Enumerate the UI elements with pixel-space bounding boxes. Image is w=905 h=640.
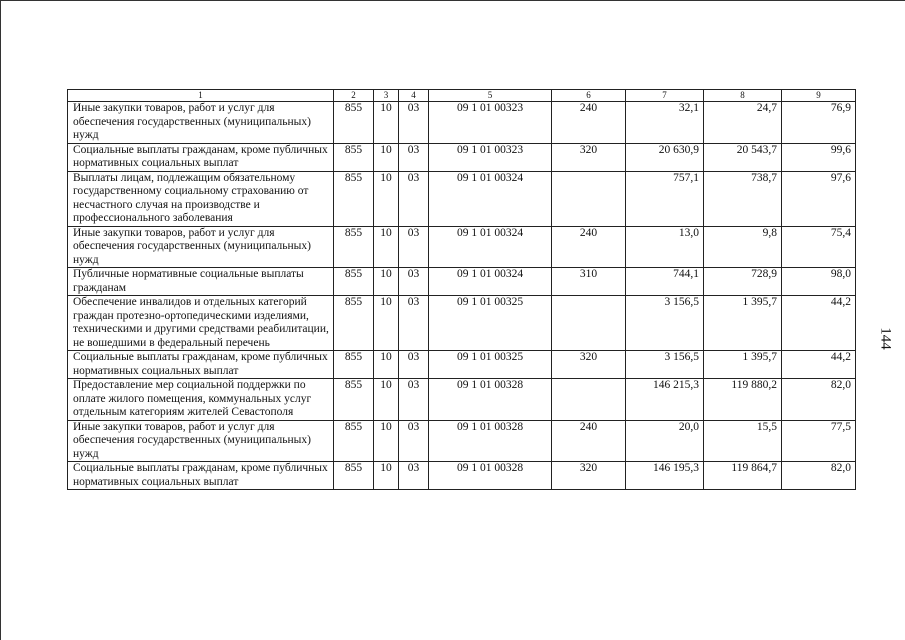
row-code-cell: 320 [552,462,626,490]
row-value-cell: 13,0 [626,226,704,268]
page-number: 144 [877,327,894,350]
row-code-cell: 855 [334,351,374,379]
row-value-cell: 3 156,5 [626,351,704,379]
table-row [68,420,856,462]
row-code-cell: 09 1 01 00324 [429,171,552,226]
header-cell: 6 [552,90,626,102]
row-name-cell: Социальные выплаты гражданам, кроме публичных нормативных социальных выплат [68,462,334,490]
row-name-cell: Социальные выплаты гражданам, кроме публичных нормативных социальных выплат [68,143,334,171]
row-code-cell: 09 1 01 00325 [429,296,552,351]
row-value-cell: 119 864,7 [704,462,782,490]
row-code-cell [552,379,626,421]
row-value-cell: 119 880,2 [704,379,782,421]
row-code-cell [552,296,626,351]
row-code-cell: 09 1 01 00323 [429,102,552,144]
row-code-cell: 03 [399,296,429,351]
row-value-cell: 146 195,3 [626,462,704,490]
row-code-cell: 855 [334,226,374,268]
row-value-cell: 77,5 [782,420,856,462]
row-value-cell: 9,8 [704,226,782,268]
table-row [68,462,856,490]
table-row [68,226,856,268]
row-value-cell: 744,1 [626,268,704,296]
row-name-cell: Публичные нормативные социальные выплаты гражданам [68,268,334,296]
row-code-cell: 855 [334,171,374,226]
row-code-cell: 10 [374,226,399,268]
row-value-cell: 82,0 [782,379,856,421]
header-cell: 4 [399,90,429,102]
row-value-cell: 20,0 [626,420,704,462]
row-value-cell: 75,4 [782,226,856,268]
header-cell: 8 [704,90,782,102]
row-value-cell: 24,7 [704,102,782,144]
row-value-cell: 76,9 [782,102,856,144]
row-code-cell: 03 [399,462,429,490]
row-code-cell [552,171,626,226]
table-row [68,143,856,171]
row-value-cell: 20 630,9 [626,143,704,171]
budget-table [67,89,856,490]
row-name-cell: Иные закупки товаров, работ и услуг для обеспечения государственных (муниципальных) нужд [68,226,334,268]
table-row [68,351,856,379]
header-row [68,90,856,102]
row-code-cell: 855 [334,143,374,171]
row-name-cell: Социальные выплаты гражданам, кроме публичных нормативных социальных выплат [68,351,334,379]
header-cell: 7 [626,90,704,102]
row-name-cell: Иные закупки товаров, работ и услуг для обеспечения государственных (муниципальных) нужд [68,420,334,462]
row-value-cell: 44,2 [782,296,856,351]
row-code-cell: 09 1 01 00324 [429,268,552,296]
row-code-cell: 855 [334,462,374,490]
row-code-cell: 240 [552,102,626,144]
row-code-cell: 03 [399,268,429,296]
row-value-cell: 15,5 [704,420,782,462]
row-value-cell: 1 395,7 [704,351,782,379]
header-cell: 2 [334,90,374,102]
row-code-cell: 09 1 01 00328 [429,379,552,421]
row-code-cell: 09 1 01 00325 [429,351,552,379]
header-cell: 5 [429,90,552,102]
row-code-cell: 03 [399,143,429,171]
row-value-cell: 738,7 [704,171,782,226]
row-code-cell: 10 [374,379,399,421]
row-code-cell: 03 [399,226,429,268]
table-row [68,296,856,351]
row-code-cell: 03 [399,351,429,379]
table-row [68,102,856,144]
row-value-cell: 44,2 [782,351,856,379]
table-row [68,379,856,421]
row-code-cell: 855 [334,420,374,462]
row-value-cell: 82,0 [782,462,856,490]
header-cell: 3 [374,90,399,102]
row-code-cell: 855 [334,268,374,296]
row-value-cell: 20 543,7 [704,143,782,171]
row-code-cell: 240 [552,226,626,268]
row-code-cell: 09 1 01 00328 [429,420,552,462]
header-cell: 1 [68,90,334,102]
row-code-cell: 10 [374,102,399,144]
row-code-cell: 03 [399,420,429,462]
row-code-cell: 10 [374,420,399,462]
row-code-cell: 320 [552,143,626,171]
row-code-cell: 240 [552,420,626,462]
row-code-cell: 10 [374,462,399,490]
row-code-cell: 10 [374,351,399,379]
row-name-cell: Иные закупки товаров, работ и услуг для обеспечения государственных (муниципальных) нужд [68,102,334,144]
row-name-cell: Обеспечение инвалидов и отдельных категорий граждан протезно-ортопедическими изделиями, техническими и другими средствами реабилитации, не вошедшими в федеральный перечень [68,296,334,351]
row-value-cell: 98,0 [782,268,856,296]
header-cell: 9 [782,90,856,102]
row-value-cell: 757,1 [626,171,704,226]
row-code-cell: 03 [399,379,429,421]
row-code-cell: 10 [374,296,399,351]
table-row [68,268,856,296]
row-code-cell: 855 [334,379,374,421]
table-body [68,102,856,490]
row-value-cell: 1 395,7 [704,296,782,351]
row-value-cell: 97,6 [782,171,856,226]
row-value-cell: 99,6 [782,143,856,171]
row-name-cell: Выплаты лицам, подлежащим обязательному государственному социальному страхованию от несчастного случая на производстве и профессионального заболевания [68,171,334,226]
row-code-cell: 10 [374,143,399,171]
row-code-cell: 10 [374,268,399,296]
row-code-cell: 320 [552,351,626,379]
row-code-cell: 10 [374,171,399,226]
row-value-cell: 146 215,3 [626,379,704,421]
row-value-cell: 3 156,5 [626,296,704,351]
row-code-cell: 03 [399,171,429,226]
row-code-cell: 855 [334,296,374,351]
row-code-cell: 310 [552,268,626,296]
table-row [68,171,856,226]
row-value-cell: 32,1 [626,102,704,144]
row-code-cell: 09 1 01 00323 [429,143,552,171]
row-code-cell: 09 1 01 00324 [429,226,552,268]
row-value-cell: 728,9 [704,268,782,296]
row-code-cell: 09 1 01 00328 [429,462,552,490]
row-name-cell: Предоставление мер социальной поддержки по оплате жилого помещения, коммунальных услуг отдельным категориям жителей Севастополя [68,379,334,421]
row-code-cell: 03 [399,102,429,144]
row-code-cell: 855 [334,102,374,144]
